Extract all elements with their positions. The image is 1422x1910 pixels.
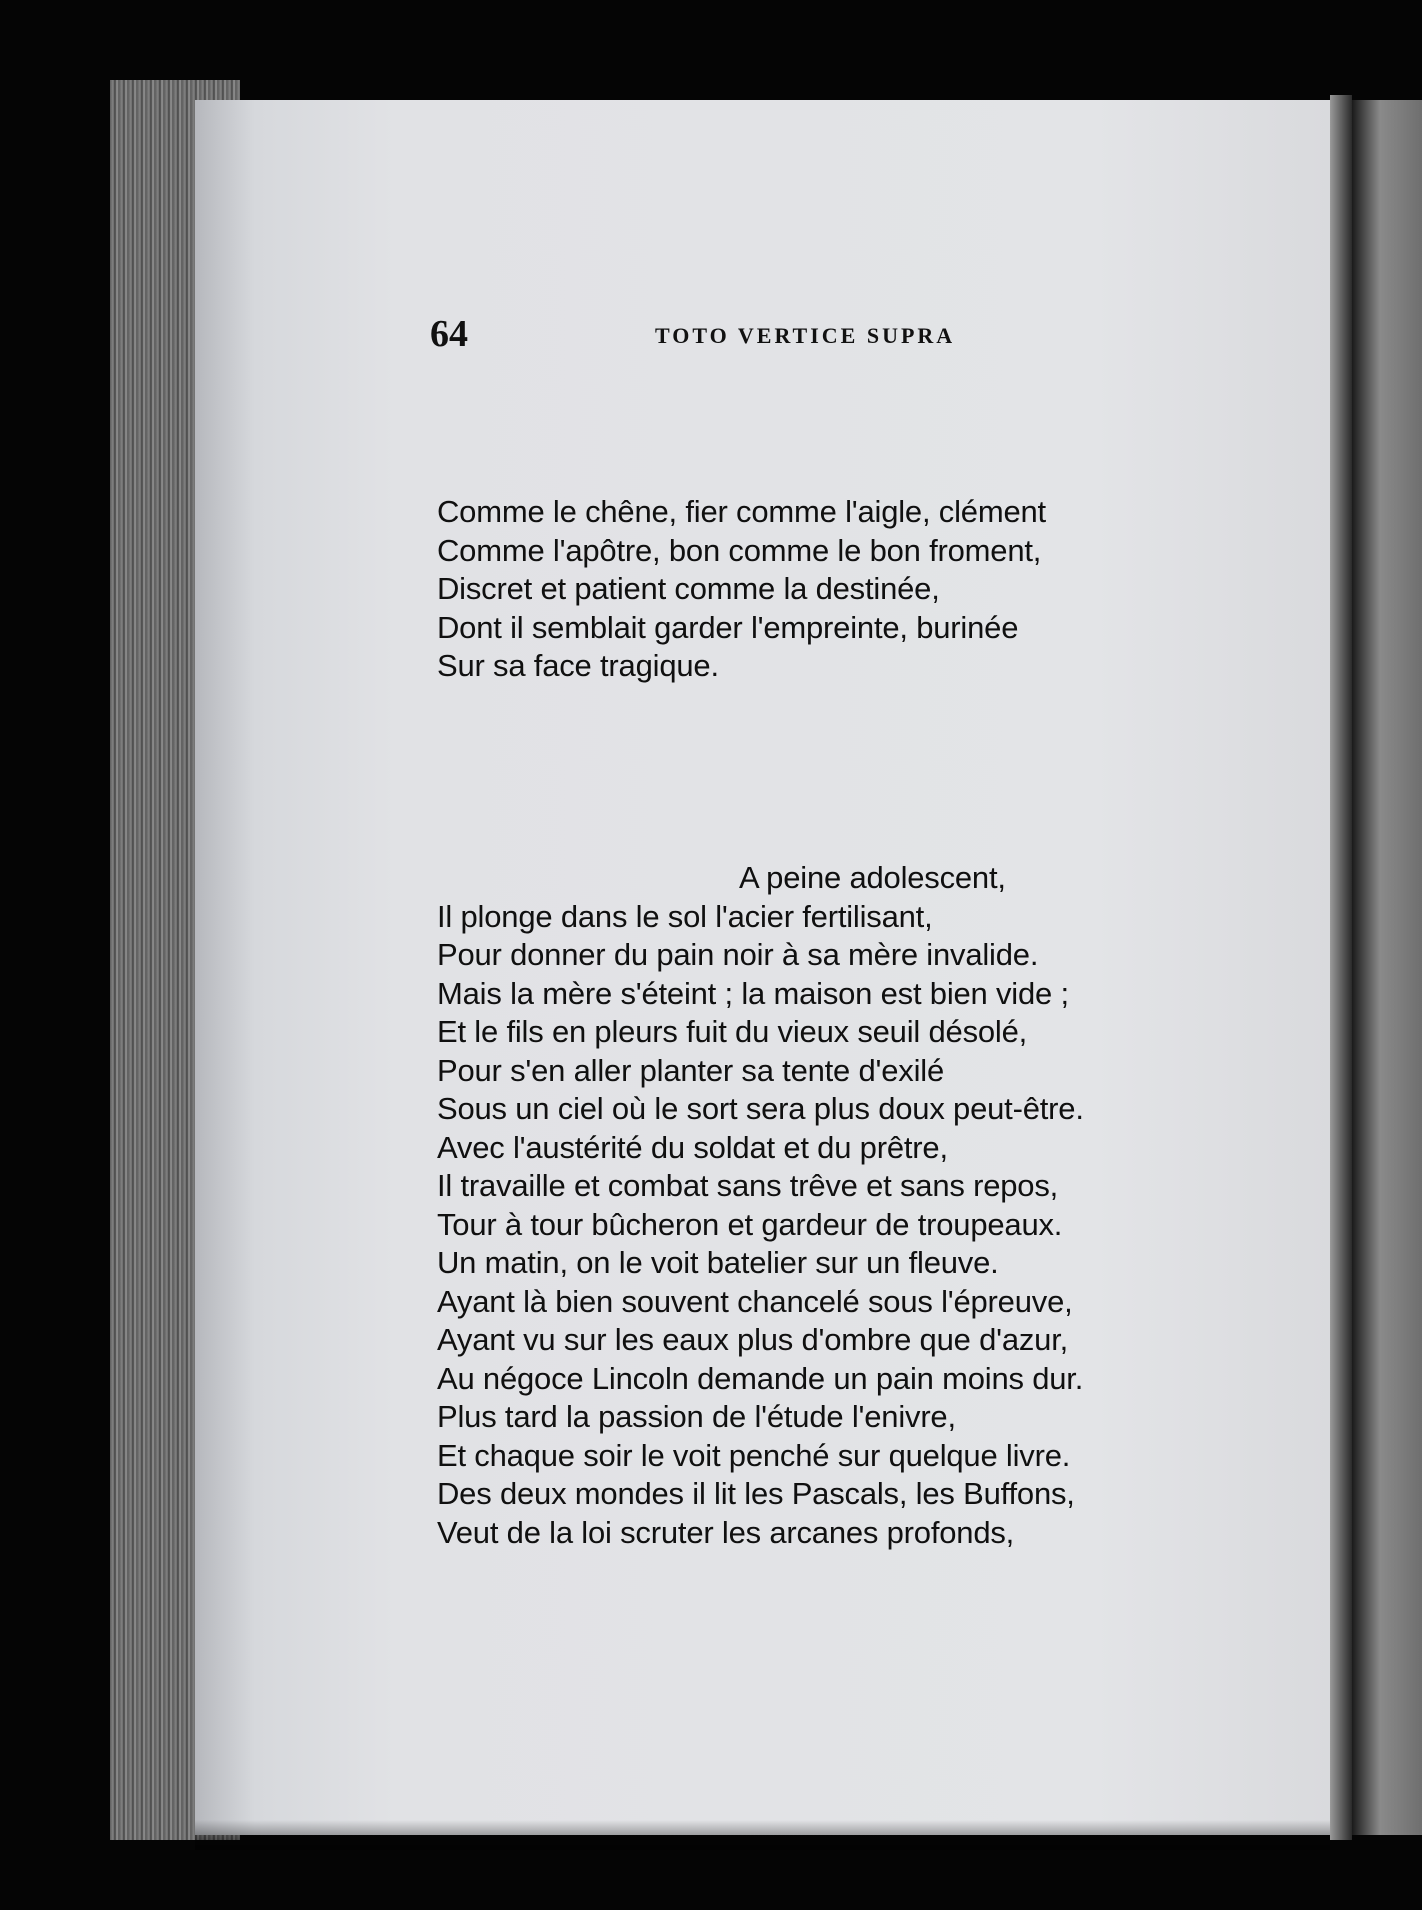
page-bottom-shadow (195, 1820, 1330, 1850)
verse-line: Mais la mère s'éteint ; la maison est bien vide ; (437, 975, 1069, 1011)
verse-line: Ayant vu sur les eaux plus d'ombre que d'azur, (437, 1322, 1069, 1357)
verse-line: Sous un ciel où le sort sera plus doux peut-être. (437, 1091, 1084, 1126)
verse-line: Ayant là bien souvent chancelé sous l'épreuve, (437, 1283, 1073, 1319)
verse-line: Sur sa face tragique. (437, 648, 719, 683)
verse-line: Plus tard la passion de l'étude l'enivre, (437, 1399, 956, 1434)
verse-line: Tour à tour bûcheron et gardeur de troupeaux. (437, 1206, 1063, 1242)
verse-line: Et le fils en pleurs fuit du vieux seuil désolé, (437, 1014, 1028, 1049)
stanza-1 (437, 493, 1046, 686)
verse-line: Des deux mondes il lit les Pascals, les Buffons, (437, 1476, 1075, 1511)
verse-line: A peine adolescent, (739, 860, 1006, 895)
verse-line: Il travaille et combat sans trêve et sans repos, (437, 1168, 1059, 1203)
verse-line: Un matin, on le voit batelier sur un fleuve. (437, 1245, 999, 1280)
verse-line: Au négoce Lincoln demande un pain moins dur. (437, 1360, 1084, 1396)
verse-line: Pour donner du pain noir à sa mère invalide. (437, 937, 1039, 972)
page-header (430, 312, 990, 362)
running-title: TOTO VERTICE SUPRA (655, 323, 956, 348)
verse-line: Dont il semblait garder l'empreinte, burinée (437, 609, 1019, 645)
verse-line: Avec l'austérité du soldat et du prêtre, (437, 1129, 948, 1165)
book-gutter (1330, 95, 1352, 1840)
verse-line: Il plonge dans le sol l'acier fertilisant, (437, 898, 933, 934)
verse-line: Pour s'en aller planter sa tente d'exilé (437, 1052, 945, 1088)
verse-line: Discret et patient comme la destinée, (437, 571, 940, 606)
verse-line: Veut de la loi scruter les arcanes profonds, (437, 1514, 1015, 1550)
facing-page-edge (1352, 100, 1422, 1835)
verse-line: Comme le chêne, fier comme l'aigle, clément (437, 494, 1046, 529)
stanza-2 (437, 859, 1084, 1552)
verse-line: Comme l'apôtre, bon comme le bon froment, (437, 532, 1042, 568)
page-number: 64 (430, 313, 468, 355)
verse-line: Et chaque soir le voit penché sur quelque livre. (437, 1437, 1071, 1473)
